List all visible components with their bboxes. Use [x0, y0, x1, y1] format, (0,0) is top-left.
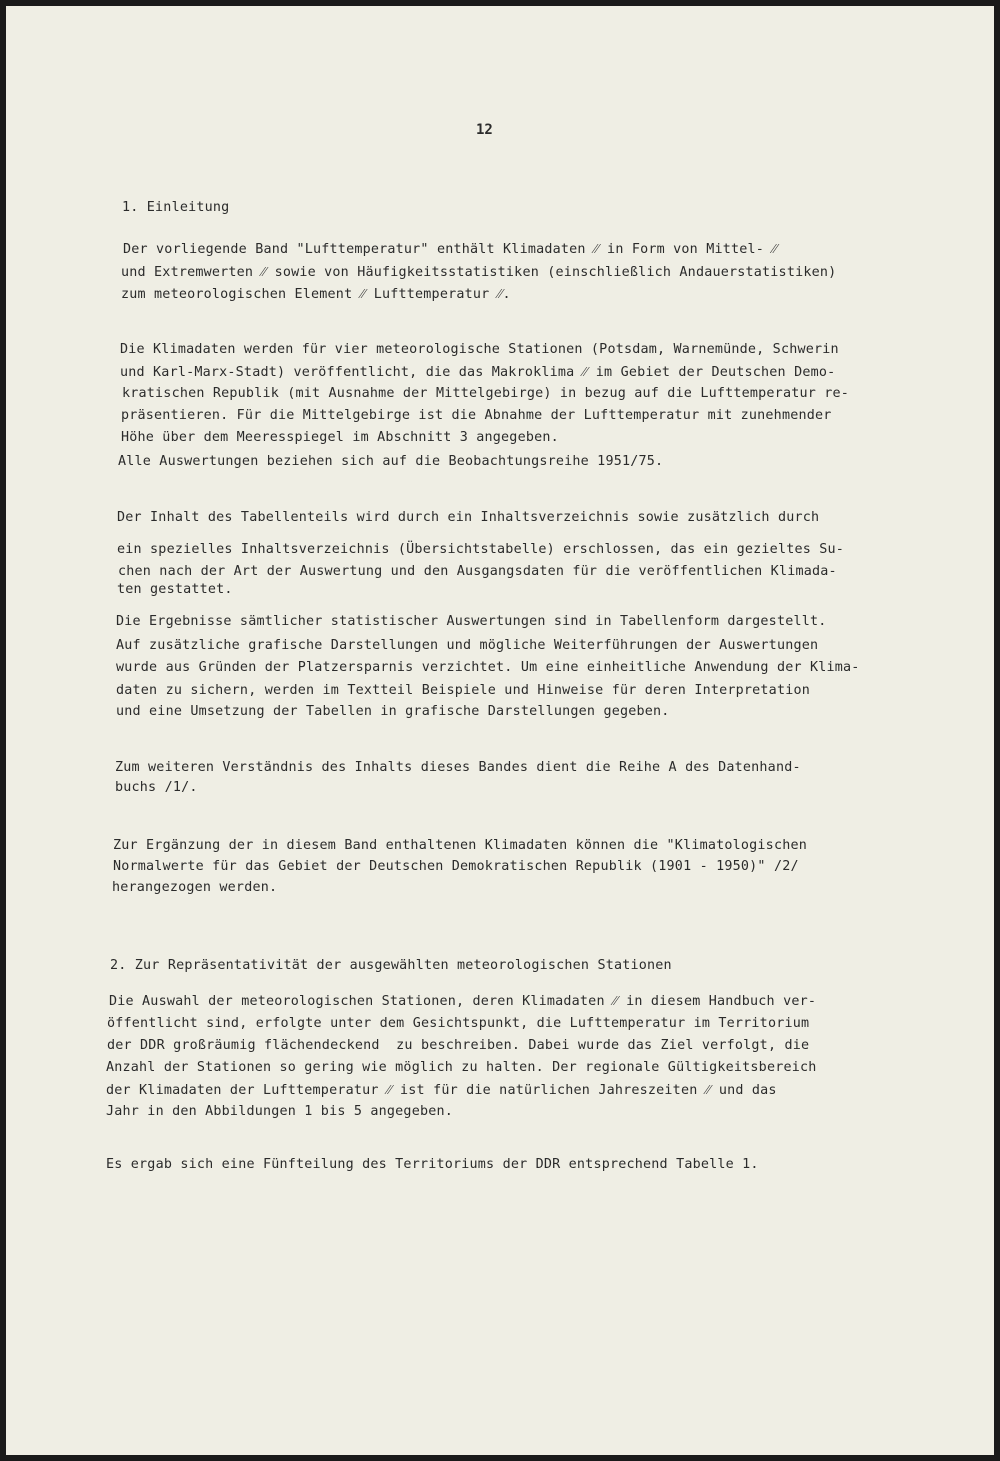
text-line: Es ergab sich eine Fünfteilung des Territoriums der DDR entsprechend Tabelle 1. [106, 1157, 759, 1172]
text-line: ein spezielles Inhaltsverzeichnis (Übersichtstabelle) erschlossen, das ein gezieltes Su- [117, 542, 845, 557]
text-line: öffentlicht sind, erfolgte unter dem Gesichtspunkt, die Lufttemperatur im Territorium [107, 1016, 810, 1031]
text-line: und Extremwerten ⁄⁄ sowie von Häufigkeitsstatistiken (einschließlich Andauerstatistiken) [121, 265, 837, 280]
text-line: ten gestattet. [117, 582, 233, 597]
text-line: Die Klimadaten werden für vier meteorologische Stationen (Potsdam, Warnemünde, Schwerin [120, 342, 839, 357]
text-line: herangezogen werden. [112, 880, 278, 895]
text-line: Auf zusätzliche grafische Darstellungen und mögliche Weiterführungen der Auswertungen [116, 638, 819, 653]
text-line: Normalwerte für das Gebiet der Deutschen Demokratischen Republik (1901 - 1950)" /2/ [113, 859, 799, 874]
text-line: der Klimadaten der Lufttemperatur ⁄⁄ ist für die natürlichen Jahreszeiten ⁄⁄ und das [106, 1083, 777, 1098]
text-line: Die Ergebnisse sämtlicher statistischer Auswertungen sind in Tabellenform dargestellt. [116, 614, 827, 629]
text-line: buchs /1/. [115, 780, 198, 795]
text-line: Alle Auswertungen beziehen sich auf die Beobachtungsreihe 1951/75. [118, 454, 664, 469]
section-heading-2: 2. Zur Repräsentativität der ausgewählten meteorologischen Stationen [110, 958, 672, 973]
text-line: präsentieren. Für die Mittelgebirge ist die Abnahme der Lufttemperatur mit zunehmender [121, 408, 832, 423]
text-line: chen nach der Art der Auswertung und den Ausgangsdaten für die veröffentlichen Klimada- [118, 564, 837, 579]
text-line: und eine Umsetzung der Tabellen in grafische Darstellungen gegeben. [116, 704, 670, 719]
text-line: Anzahl der Stationen so gering wie möglich zu halten. Der regionale Gültigkeitsbereich [106, 1060, 817, 1075]
text-line: zum meteorologischen Element ⁄⁄ Lufttemperatur ⁄⁄. [121, 287, 511, 302]
text-line: Der Inhalt des Tabellenteils wird durch ein Inhaltsverzeichnis sowie zusätzlich durch [117, 510, 820, 525]
page-number: 12 [476, 122, 493, 138]
text-line: Der vorliegende Band "Lufttemperatur" enthält Klimadaten ⁄⁄ in Form von Mittel- ⁄⁄ [123, 242, 778, 257]
text-line: kratischen Republik (mit Ausnahme der Mittelgebirge) in bezug auf die Lufttemperatur re- [122, 386, 850, 401]
text-line: Höhe über dem Meeresspiegel im Abschnitt 3 angegeben. [121, 430, 559, 445]
text-line: Zur Ergänzung der in diesem Band enthaltenen Klimadaten können die "Klimatologischen [113, 838, 807, 853]
text-line: der DDR großräumig flächendeckend zu beschreiben. Dabei wurde das Ziel verfolgt, die [107, 1038, 810, 1053]
text-line: Zum weiteren Verständnis des Inhalts dieses Bandes dient die Reihe A des Datenhand- [115, 760, 801, 775]
text-line: daten zu sichern, werden im Textteil Beispiele und Hinweise für deren Interpretation [116, 683, 810, 698]
text-line: und Karl-Marx-Stadt) veröffentlicht, die das Makroklima ⁄⁄ im Gebiet der Deutschen Demo- [120, 365, 836, 380]
text-line: Die Auswahl der meteorologischen Stationen, deren Klimadaten ⁄⁄ in diesem Handbuch ver- [109, 994, 817, 1009]
text-line: wurde aus Gründen der Platzersparnis verzichtet. Um eine einheitliche Anwendung der Klima- [116, 660, 860, 675]
section-heading-1: 1. Einleitung [122, 200, 230, 215]
text-line: Jahr in den Abbildungen 1 bis 5 angegeben. [106, 1104, 453, 1119]
